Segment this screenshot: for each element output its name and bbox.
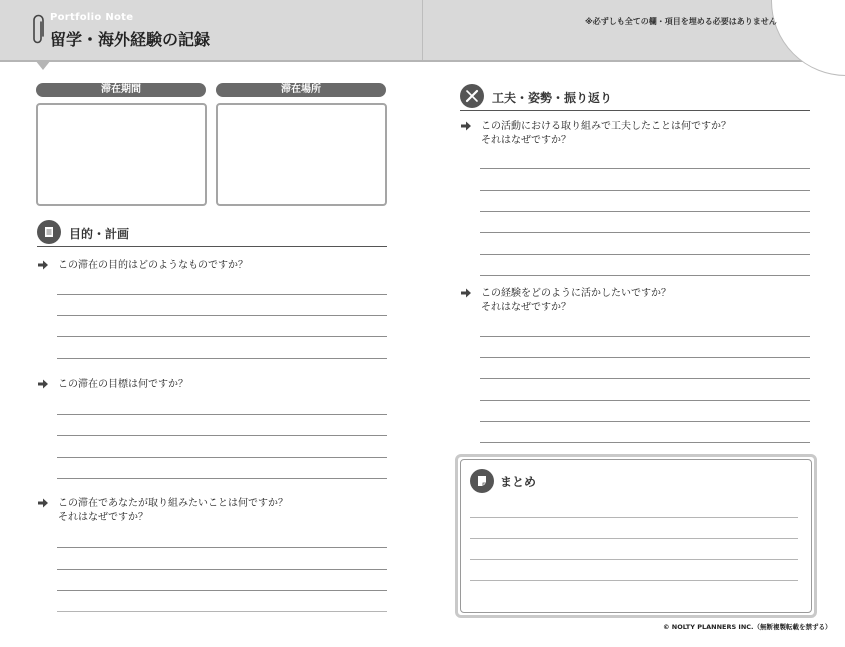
answer-line[interactable]: [480, 421, 810, 422]
answer-line[interactable]: [57, 414, 387, 415]
question-subtext: それはなぜですか？: [481, 302, 571, 313]
corner-decoration: [771, 0, 845, 76]
answer-line[interactable]: [470, 538, 798, 539]
answer-line[interactable]: [480, 190, 810, 191]
answer-line[interactable]: [480, 336, 810, 337]
answer-line[interactable]: [57, 611, 387, 612]
copyright-text: © NOLTY PLANNERS INC.（無断複製転載を禁ずる）: [663, 623, 832, 631]
reflection-section-title: 工夫・姿勢・振り返り: [492, 91, 613, 105]
answer-line[interactable]: [57, 547, 387, 548]
period-label: 滞在期間: [36, 83, 206, 97]
purpose-section-title: 目的・計画: [69, 227, 130, 241]
answer-line[interactable]: [470, 517, 798, 518]
answer-line[interactable]: [480, 211, 810, 212]
header-pointer: [35, 60, 51, 70]
answer-line[interactable]: [480, 254, 810, 255]
question-text: この経験をどのように活かしたいですか？: [481, 288, 671, 299]
answer-line[interactable]: [480, 378, 810, 379]
answer-line[interactable]: [480, 400, 810, 401]
answer-line[interactable]: [480, 232, 810, 233]
answer-line[interactable]: [470, 559, 798, 560]
summary-box: [455, 454, 817, 618]
page-subtitle: Portfolio Note: [50, 12, 134, 23]
pencil-ruler-icon: [460, 84, 484, 108]
arrow-right-icon: [38, 498, 48, 508]
answer-line[interactable]: [480, 168, 810, 169]
answer-line[interactable]: [57, 336, 387, 337]
question-text: この滞在の目的はどのようなものですか？: [58, 260, 248, 271]
answer-line[interactable]: [57, 569, 387, 570]
answer-line[interactable]: [57, 457, 387, 458]
arrow-right-icon: [38, 379, 48, 389]
place-label: 滞在場所: [216, 83, 386, 97]
answer-line[interactable]: [57, 478, 387, 479]
arrow-right-icon: [461, 288, 471, 298]
document-icon: [37, 220, 61, 244]
note-icon: [470, 469, 494, 493]
answer-line[interactable]: [57, 435, 387, 436]
paperclip-icon: [32, 14, 44, 50]
answer-line[interactable]: [57, 590, 387, 591]
answer-line[interactable]: [480, 442, 810, 443]
answer-line[interactable]: [57, 358, 387, 359]
arrow-right-icon: [461, 121, 471, 131]
answer-line[interactable]: [470, 580, 798, 581]
question-subtext: それはなぜですか？: [58, 512, 148, 523]
header-divider: [422, 0, 423, 60]
question-subtext: それはなぜですか？: [481, 135, 571, 146]
answer-line[interactable]: [57, 315, 387, 316]
question-text: この滞在の目標は何ですか？: [58, 379, 188, 390]
period-input-box[interactable]: [36, 103, 207, 206]
place-input-box[interactable]: [216, 103, 387, 206]
purpose-section-header: [37, 220, 387, 247]
arrow-right-icon: [38, 260, 48, 270]
answer-line[interactable]: [480, 275, 810, 276]
header-note: ※必ずしも全ての欄・項目を埋める必要はありません: [585, 17, 777, 26]
summary-section-title: まとめ: [500, 475, 537, 489]
question-text: この活動における取り組みで工夫したことは何ですか？: [481, 121, 731, 132]
answer-line[interactable]: [57, 294, 387, 295]
question-text: この滞在であなたが取り組みたいことは何ですか？: [58, 498, 288, 509]
reflection-section-header: [460, 84, 810, 111]
page-title: 留学・海外経験の記録: [50, 30, 211, 49]
answer-line[interactable]: [480, 357, 810, 358]
